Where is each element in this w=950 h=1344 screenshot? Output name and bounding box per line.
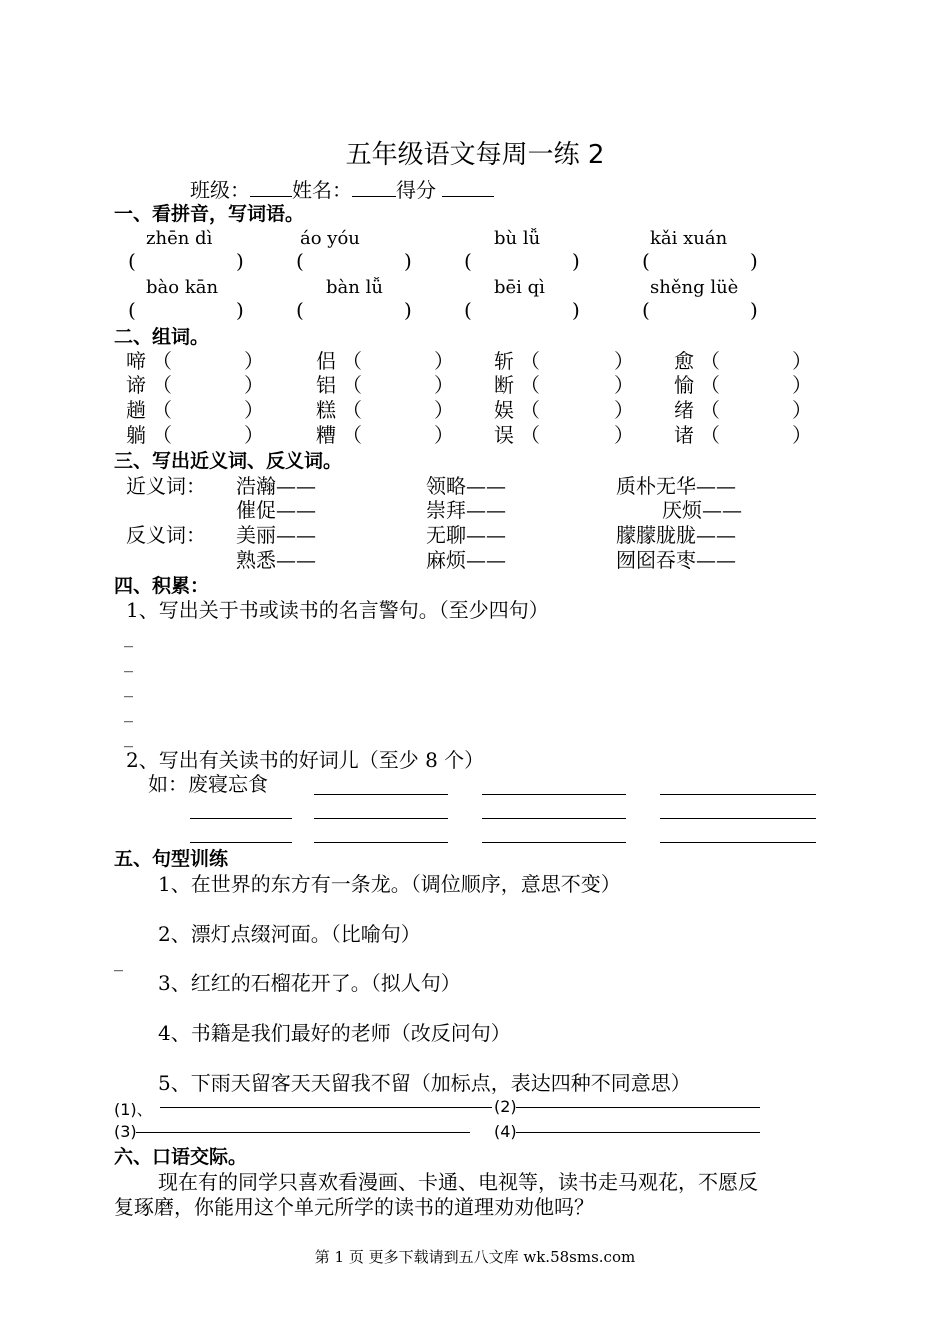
pinyin: bù lǚ	[494, 228, 541, 249]
answer-blank[interactable]: _	[114, 951, 123, 972]
paren-close: ）	[614, 398, 634, 422]
answer-label: (4)	[494, 1122, 517, 1141]
char: 愉	[674, 373, 694, 397]
answer-label: (1)、	[114, 1100, 153, 1119]
paren-close: ）	[244, 349, 264, 373]
section6-heading: 六、口语交际。	[114, 1146, 248, 1168]
paren-open: （	[342, 349, 362, 373]
word-blank-line[interactable]	[482, 842, 626, 843]
answer-paren-close: )	[572, 249, 580, 273]
char: 断	[494, 373, 514, 397]
char: 娱	[494, 398, 514, 422]
paragraph-line: 现在有的同学只喜欢看漫画、卡通、电视等，读书走马观花，不愿反	[158, 1170, 758, 1194]
answer-paren-close: )	[236, 298, 244, 322]
answer-paren-open: (	[642, 249, 650, 273]
paren-close: ）	[792, 349, 812, 373]
pinyin: áo yóu	[300, 228, 360, 249]
word-blank-line[interactable]	[314, 818, 448, 819]
paren-close: ）	[792, 398, 812, 422]
question-2: 2、写出有关读书的好词儿（至少 8 个）	[126, 748, 485, 772]
paren-open: （	[152, 373, 172, 397]
pinyin: kǎi xuán	[650, 228, 728, 249]
page-title: 五年级语文每周一练 2	[345, 140, 605, 170]
paren-open: （	[152, 398, 172, 422]
answer-paren-open: (	[642, 298, 650, 322]
char: 趟	[126, 398, 146, 422]
answer-paren-open: (	[296, 249, 304, 273]
section2-heading: 二、组词。	[114, 326, 210, 348]
paren-close: ）	[792, 423, 812, 447]
punctuation-answer-line[interactable]	[136, 1132, 470, 1133]
answer-paren-open: (	[464, 249, 472, 273]
class-blank[interactable]	[250, 176, 292, 197]
antonym-label: 反义词：	[126, 523, 206, 547]
paren-open: （	[700, 349, 720, 373]
word-item: 美丽——	[236, 523, 316, 547]
word-blank-line[interactable]	[190, 818, 292, 819]
name-label: 姓名：	[292, 178, 352, 202]
word-item: 麻烦——	[426, 548, 506, 572]
answer-paren-close: )	[572, 298, 580, 322]
word-blank-line[interactable]	[482, 818, 626, 819]
char: 侣	[316, 349, 336, 373]
punctuation-answer-line[interactable]	[516, 1107, 760, 1108]
answer-label: (3)	[114, 1122, 137, 1141]
word-blank-line[interactable]	[190, 842, 292, 843]
answer-paren-open: (	[296, 298, 304, 322]
word-item: 质朴无华——	[616, 474, 736, 498]
char: 误	[494, 423, 514, 447]
word-item: 朦朦胧胧——	[616, 523, 736, 547]
word-item: 囫囵吞枣——	[616, 548, 736, 572]
pinyin: zhēn dì	[146, 228, 213, 249]
paren-open: （	[342, 423, 362, 447]
paren-open: （	[700, 373, 720, 397]
paren-close: ）	[434, 373, 454, 397]
paragraph-line: 复琢磨，你能用这个单元所学的读书的道理劝劝他吗？	[114, 1195, 594, 1219]
paren-close: ）	[614, 423, 634, 447]
question-1: 1、写出关于书或读书的名言警句。（至少四句）	[126, 598, 549, 622]
char: 铝	[316, 373, 336, 397]
word-blank-line[interactable]	[660, 794, 816, 795]
word-blank-line[interactable]	[482, 794, 626, 795]
answer-blank[interactable]: _	[124, 702, 133, 723]
section5-heading: 五、句型训练	[114, 848, 229, 870]
pinyin: bào kān	[146, 277, 219, 298]
word-item: 熟悉——	[236, 548, 316, 572]
paren-open: （	[342, 373, 362, 397]
paren-close: ）	[792, 373, 812, 397]
paren-close: ）	[614, 373, 634, 397]
paren-close: ）	[434, 398, 454, 422]
word-item: 催促——	[236, 498, 316, 522]
student-info-line	[190, 176, 494, 202]
class-label: 班级：	[190, 178, 250, 202]
char: 愈	[674, 349, 694, 373]
paren-open: （	[152, 349, 172, 373]
paren-open: （	[520, 373, 540, 397]
exercise-item: 5、下雨天留客天天留我不留（加标点，表达四种不同意思）	[158, 1071, 691, 1095]
paren-close: ）	[244, 423, 264, 447]
score-label: 得分	[396, 178, 436, 202]
pinyin: bàn lǚ	[326, 277, 383, 298]
char: 啼	[126, 349, 146, 373]
paren-open: （	[700, 423, 720, 447]
paren-close: ）	[244, 373, 264, 397]
exercise-item: 4、书籍是我们最好的老师（改反问句）	[158, 1021, 511, 1045]
punctuation-answer-line[interactable]	[516, 1132, 760, 1133]
char: 谛	[126, 373, 146, 397]
section4-heading: 四、积累：	[114, 575, 210, 597]
paren-close: ）	[614, 349, 634, 373]
word-blank-line[interactable]	[314, 794, 448, 795]
example-word: 如：废寝忘食	[148, 772, 268, 796]
word-blank-line[interactable]	[660, 842, 816, 843]
answer-blank[interactable]: _	[124, 727, 133, 748]
pinyin: bēi qì	[494, 277, 545, 298]
punctuation-answer-line[interactable]	[160, 1107, 492, 1108]
exercise-item: 3、红红的石榴花开了。（拟人句）	[158, 971, 461, 995]
paren-open: （	[520, 423, 540, 447]
answer-blank[interactable]: _	[124, 627, 133, 648]
paren-open: （	[700, 398, 720, 422]
word-item: 崇拜——	[426, 498, 506, 522]
page-footer: 第 1 页 更多下载请到五八文库 wk.58sms.com	[314, 1248, 636, 1266]
answer-blank[interactable]: _	[124, 677, 133, 698]
exercise-item: 2、漂灯点缀河面。（比喻句）	[158, 922, 421, 946]
answer-label: (2)	[494, 1097, 517, 1116]
word-item: 厌烦——	[662, 498, 742, 522]
paren-close: ）	[434, 423, 454, 447]
char: 诸	[674, 423, 694, 447]
section1-heading: 一、看拼音，写词语。	[114, 203, 305, 225]
score-blank[interactable]	[442, 176, 494, 197]
char: 斩	[494, 349, 514, 373]
word-item: 浩瀚——	[236, 474, 316, 498]
answer-paren-open: (	[128, 249, 136, 273]
name-blank[interactable]	[352, 176, 396, 197]
answer-paren-open: (	[128, 298, 136, 322]
paren-open: （	[152, 423, 172, 447]
paren-open: （	[520, 398, 540, 422]
word-blank-line[interactable]	[314, 842, 448, 843]
synonym-label: 近义词：	[126, 474, 206, 498]
paren-close: ）	[434, 349, 454, 373]
answer-paren-close: )	[750, 249, 758, 273]
word-item: 无聊——	[426, 523, 506, 547]
char: 绪	[674, 398, 694, 422]
char: 躺	[126, 423, 146, 447]
exercise-item: 1、在世界的东方有一条龙。（调位顺序，意思不变）	[158, 872, 621, 896]
char: 糕	[316, 398, 336, 422]
answer-paren-close: )	[404, 298, 412, 322]
section3-heading: 三、写出近义词、反义词。	[114, 450, 343, 472]
answer-paren-open: (	[464, 298, 472, 322]
pinyin: shěng lüè	[650, 277, 739, 298]
word-item: 领略——	[426, 474, 506, 498]
paren-open: （	[520, 349, 540, 373]
answer-paren-close: )	[750, 298, 758, 322]
answer-blank[interactable]: _	[124, 652, 133, 673]
answer-paren-close: )	[404, 249, 412, 273]
answer-paren-close: )	[236, 249, 244, 273]
word-blank-line[interactable]	[660, 818, 816, 819]
paren-close: ）	[244, 398, 264, 422]
paren-open: （	[342, 398, 362, 422]
char: 糟	[316, 423, 336, 447]
